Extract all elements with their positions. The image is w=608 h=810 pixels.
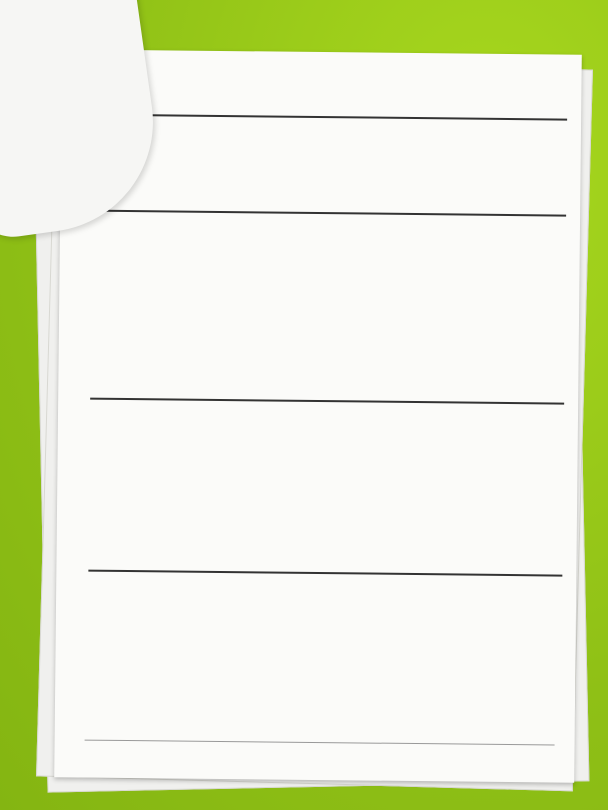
section-underbody xyxy=(92,210,566,217)
tire-rows-block xyxy=(93,114,567,121)
section-engine-bay xyxy=(90,398,564,405)
footer-divider xyxy=(85,740,555,746)
section-final-work xyxy=(88,570,562,577)
